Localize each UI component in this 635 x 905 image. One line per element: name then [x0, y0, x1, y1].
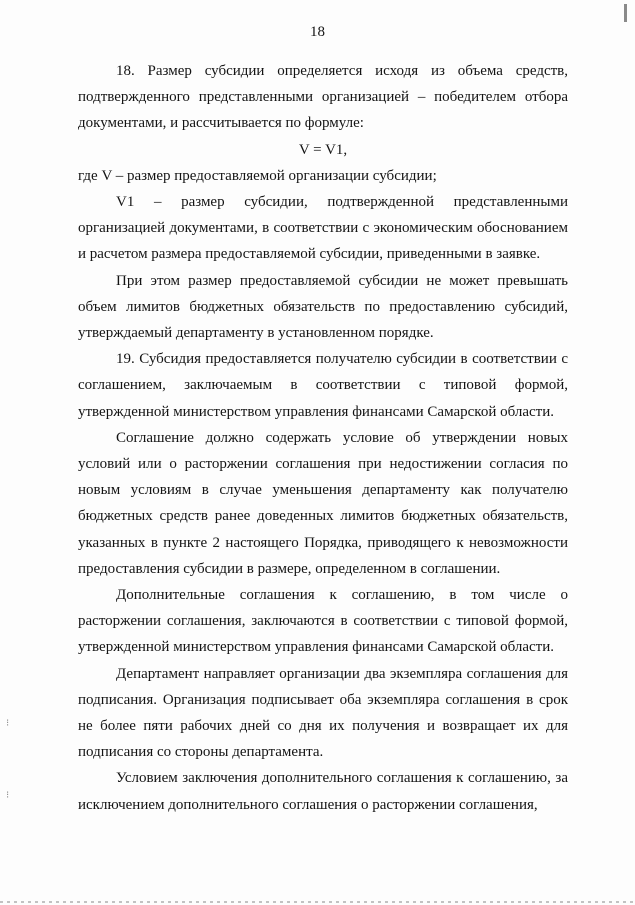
- paragraph-additional: Дополнительные соглашения к соглашению, в том числе о расторжении соглашения, заключаются в соответствии с типовой формой, утвержденной министерством управления финансами Самарской области.: [78, 587, 568, 656]
- paragraph-18: 18. Размер субсидии определяется исходя из объема средств, подтвержденного представленными организацией – победителем отбора документами, и рассчитывается по формуле:: [78, 63, 568, 132]
- page-number: 18: [310, 24, 325, 40]
- paragraph-condition: Условием заключения дополнительного соглашения к соглашению, за исключением дополнительного соглашения о расторжении соглашения,: [78, 770, 568, 813]
- paragraph-19: 19. Субсидия предоставляется получателю субсидии в соответствии с соглашением, заключаемым в соответствии с типовой формой, утвержденной министерством управления финансами Самарской области.: [78, 351, 568, 420]
- paragraph-agreement: Соглашение должно содержать условие об утверждении новых условий или о расторжении соглашения при недостижении согласия по новым условиям в случае уменьшения департаменту как получателю бюджетных средств ранее доведенных лимитов бюджетных обязательств, указанных в пункте 2 настоящего Порядка, приводящего к невозможности предоставления субсидии в размере, определенном в соглашении.: [78, 429, 568, 577]
- scan-artifact: ⁝: [6, 790, 10, 801]
- scan-artifact: ⁝: [6, 718, 10, 729]
- paragraph-where-v: где V – размер предоставляемой организации субсидии;: [78, 167, 437, 184]
- formula: V = V1,: [298, 141, 348, 158]
- scan-edge: [0, 901, 635, 903]
- paragraph-department: Департамент направляет организации два экземпляра соглашения для подписания. Организация подписывает оба экземпляра соглашения в срок не более пяти рабочих дней со дня их получения и возвращает их для подписания со стороны департамента.: [78, 665, 568, 761]
- paragraph-v1: V1 – размер субсидии, подтвержденной представленными организацией документами, в соответствии с экономическим обоснованием и расчетом размера предоставляемой субсидии, приведенными в заявке.: [78, 194, 568, 263]
- scan-artifact: [624, 4, 627, 22]
- document-body: [78, 58, 568, 818]
- paragraph-limit: При этом размер предоставляемой субсидии не может превышать объем лимитов бюджетных обязательств по предоставлению субсидий, утверждаемый департаменту в установленном порядке.: [78, 272, 568, 342]
